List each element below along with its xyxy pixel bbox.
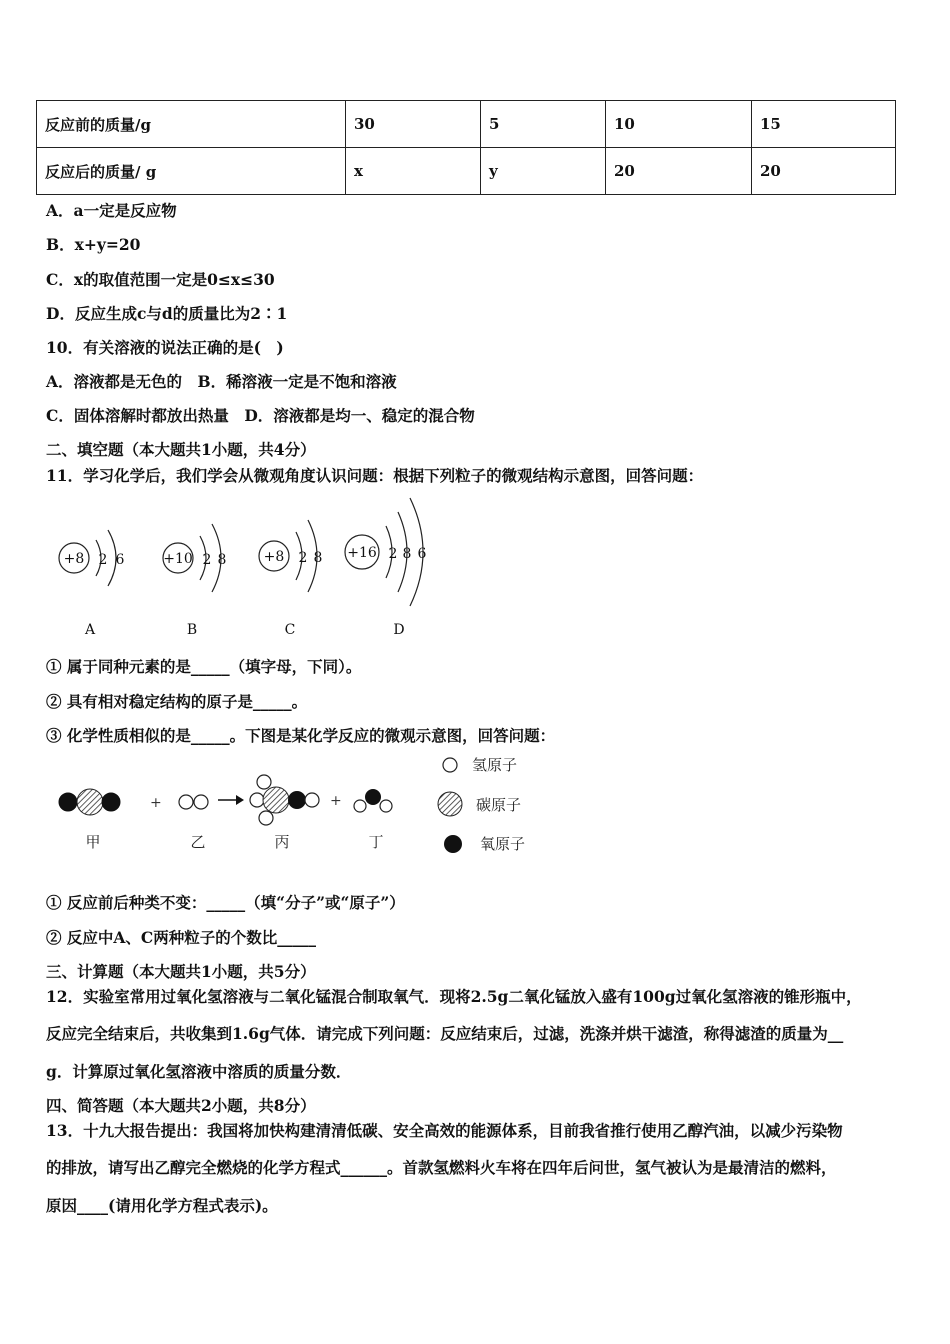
section-4-title: 四、简答题（本大题共2小题，共8分） [46, 1096, 316, 1115]
atom-structure-diagrams [50, 492, 450, 642]
atom-d-label: D [393, 622, 405, 638]
q12-line-1: 12．实验室常用过氧化氢溶液与二氧化锰混合制取氧气．现将2.5g二氧化锰放入盛有100g过氧化氢溶液的锥形瓶中， [46, 987, 862, 1006]
q12-line-3: g．计算原过氧化氢溶液中溶质的质量分数． [46, 1062, 352, 1081]
molecule-yi [179, 795, 208, 809]
q11-sub-4: ① 反应前后种类不变：_____（填“分子”或“原子”） [46, 893, 405, 912]
table-cell: 20 [606, 148, 752, 195]
table-cell: 5 [481, 101, 606, 148]
q9-option-b: B．x+y=20 [46, 235, 141, 254]
q13-line-3: 原因____(请用化学方程式表示)。 [46, 1196, 278, 1215]
molecule-ding [354, 789, 392, 812]
atom-c-shell-count: 8 [313, 550, 323, 566]
table-cell: 15 [752, 101, 896, 148]
reaction-diagram [50, 752, 550, 862]
table-cell: y [481, 148, 606, 195]
section-2-title: 二、填空题（本大题共1小题，共4分） [46, 440, 316, 459]
table-cell: 30 [346, 101, 481, 148]
atom-d-shell-count: 8 [402, 546, 412, 562]
atom-c-shell-count: 2 [298, 550, 308, 566]
q10-options-ab: A．溶液都是无色的 B．稀溶液一定是不饱和溶液 [46, 372, 397, 391]
reaction-arrow [218, 795, 244, 805]
oxygen-atom-icon [444, 835, 462, 853]
q11-sub-5: ② 反应中A、C两种粒子的个数比_____ [46, 928, 317, 947]
q9-option-c: C．x的取值范围一定是0≤x≤30 [46, 270, 275, 289]
atom-b-shell-count: 8 [217, 552, 227, 568]
table-cell: 反应前的质量/g [37, 101, 346, 148]
molecule-bing [250, 775, 319, 825]
atom-d-shell-count: 2 [388, 546, 398, 562]
table-cell: 10 [606, 101, 752, 148]
molecule-label: 丙 [274, 833, 290, 851]
q9-option-a: A．a一定是反应物 [46, 201, 177, 220]
atom-d-nucleus: +16 [347, 545, 377, 561]
table-row [37, 148, 896, 195]
legend-label: 氢原子 [472, 756, 518, 774]
atom-a-nucleus: +8 [63, 551, 85, 567]
plus-sign: + [330, 793, 342, 809]
molecule-label: 甲 [85, 833, 101, 851]
mass-table [36, 100, 896, 195]
plus-sign: + [150, 795, 162, 811]
atom-a-shell-count: 2 [98, 552, 108, 568]
atom-b-shell-count: 2 [202, 552, 212, 568]
table-cell: 20 [752, 148, 896, 195]
q11-sub-2: ② 具有相对稳定结构的原子是_____。 [46, 692, 308, 711]
q12-line-2: 反应完全结束后，共收集到1.6g气体．请完成下列问题：反应结束后，过滤，洗涤并烘干滤渣，称得滤渣的质量为__ [46, 1024, 844, 1043]
q11-stem: 11．学习化学后，我们学会从微观角度认识问题：根据下列粒子的微观结构示意图，回答问题： [46, 466, 704, 485]
q13-line-2: 的排放，请写出乙醇完全燃烧的化学方程式______。首款氢燃料火车将在四年后问世，氢气被认为是最清洁的燃料， [46, 1158, 837, 1177]
atom-c-label: C [284, 622, 296, 638]
molecule-label: 乙 [190, 833, 206, 851]
q10-stem: 10．有关溶液的说法正确的是( ) [46, 338, 284, 357]
section-3-title: 三、计算题（本大题共1小题，共5分） [46, 962, 316, 981]
legend-label: 碳原子 [476, 796, 522, 814]
q9-option-d: D．反应生成c与d的质量比为2∶1 [46, 304, 288, 323]
table-row [37, 101, 896, 148]
carbon-atom-icon [438, 792, 462, 816]
table-cell: x [346, 148, 481, 195]
molecule-label: 丁 [368, 833, 384, 851]
atom-d-shell-count: 6 [417, 546, 427, 562]
hydrogen-atom-icon [443, 758, 457, 772]
atom-a-shell-count: 6 [115, 552, 125, 568]
atom-c-nucleus: +8 [263, 549, 285, 565]
q10-options-cd: C．固体溶解时都放出热量 D．溶液都是均一、稳定的混合物 [46, 406, 475, 425]
q11-sub-3: ③ 化学性质相似的是_____。下图是某化学反应的微观示意图，回答问题： [46, 726, 556, 745]
q11-sub-1: ① 属于同种元素的是_____（填字母，下同）。 [46, 657, 362, 676]
q13-line-1: 13．十九大报告提出：我国将加快构建清清低碳、安全高效的能源体系，目前我省推行使用乙醇汽油，以减少污染物 [46, 1121, 843, 1140]
atom-b-nucleus: +10 [163, 551, 193, 567]
molecule-jia [59, 789, 120, 815]
legend [438, 758, 462, 853]
table-cell: 反应后的质量/ g [37, 148, 346, 195]
atom-b-label: B [186, 622, 198, 638]
legend-label: 氧原子 [480, 835, 526, 853]
atom-a-label: A [84, 622, 96, 638]
